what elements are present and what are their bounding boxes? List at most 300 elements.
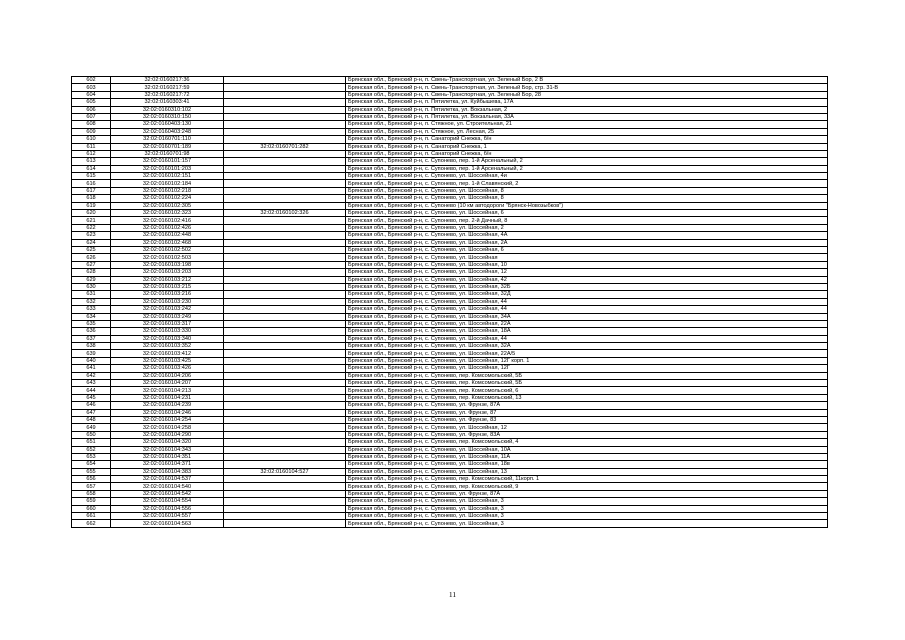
table-row — [72, 343, 828, 350]
address-cell: Брянская обл., Брянский р-н, с. Супонево, ул. Шоссейная, 13 — [346, 468, 828, 475]
related-number-cell — [224, 165, 346, 172]
row-number-cell: 662 — [72, 520, 111, 527]
table-row — [72, 490, 828, 497]
related-number-cell — [224, 202, 346, 209]
table-row — [72, 328, 828, 335]
cadastral-number-cell: 32:02:0160104:343 — [111, 446, 224, 453]
address-cell: Брянская обл., Брянский р-н, с. Супонево, ул. Шоссейная, 44 — [346, 335, 828, 342]
cadastral-number-cell: 32:02:0160217:36 — [111, 77, 224, 84]
row-number-cell: 636 — [72, 328, 111, 335]
table-row — [72, 180, 828, 187]
address-cell: Брянская обл., Брянский р-н, с. Супонево, ул. Шоссейная, 11А — [346, 453, 828, 460]
address-cell: Брянская обл., Брянский р-н, с. Супонево, ул. Шоссейная, 4А — [346, 232, 828, 239]
address-cell: Брянская обл., Брянский р-н, с. Супонево, пер. Комсомольский, 6 — [346, 387, 828, 394]
table-row — [72, 210, 828, 217]
cadastral-number-cell: 32:02:0160103:230 — [111, 298, 224, 305]
cadastral-number-cell: 32:02:0160217:72 — [111, 91, 224, 98]
table-row — [72, 453, 828, 460]
row-number-cell: 632 — [72, 298, 111, 305]
cadastral-number-cell: 32:02:0160303:41 — [111, 99, 224, 106]
table-row — [72, 298, 828, 305]
row-number-cell: 644 — [72, 387, 111, 394]
related-number-cell — [224, 483, 346, 490]
table-row — [72, 483, 828, 490]
row-number-cell: 608 — [72, 121, 111, 128]
related-number-cell — [224, 254, 346, 261]
address-cell: Брянская обл., Брянский р-н, с. Супонево, пер. 1-й Славянский, 2 — [346, 180, 828, 187]
row-number-cell: 661 — [72, 513, 111, 520]
address-cell: Брянская обл., Брянский р-н, с. Супонево, пер. Комсомольский, 9 — [346, 483, 828, 490]
related-number-cell — [224, 121, 346, 128]
cadastral-number-cell: 32:02:0160103:425 — [111, 357, 224, 364]
table-row — [72, 424, 828, 431]
row-number-cell: 649 — [72, 424, 111, 431]
row-number-cell: 604 — [72, 91, 111, 98]
related-number-cell — [224, 187, 346, 194]
row-number-cell: 656 — [72, 476, 111, 483]
table-row — [72, 291, 828, 298]
related-number-cell — [224, 269, 346, 276]
table-row — [72, 387, 828, 394]
address-cell: Брянская обл., Брянский р-н, п. Свень-Транспортная, ул. Зеленый Бор, 2 В — [346, 77, 828, 84]
cadastral-number-cell: 32:02:0160701:98 — [111, 150, 224, 157]
cadastral-number-cell: 32:02:0160103:412 — [111, 350, 224, 357]
cadastral-number-cell: 32:02:0160104:239 — [111, 402, 224, 409]
address-cell: Брянская обл., Брянский р-н, с. Супонево, пер. Комсомольский, 11корп. 1 — [346, 476, 828, 483]
related-number-cell — [224, 276, 346, 283]
row-number-cell: 618 — [72, 195, 111, 202]
related-number-cell — [224, 335, 346, 342]
address-cell: Брянская обл., Брянский р-н, с. Супонево, ул. Фрунзе, 87А — [346, 402, 828, 409]
table-row — [72, 476, 828, 483]
related-number-cell — [224, 261, 346, 268]
address-cell: Брянская обл., Брянский р-н, с. Супонево, ул. Шоссейная, 3 — [346, 498, 828, 505]
related-number-cell: 32:02:0160104:527 — [224, 468, 346, 475]
cadastral-number-cell: 32:02:0160104:290 — [111, 431, 224, 438]
table-row — [72, 128, 828, 135]
row-number-cell: 624 — [72, 239, 111, 246]
address-cell: Брянская обл., Брянский р-н, с. Супонево, пер. 2-й Дачный, 8 — [346, 217, 828, 224]
related-number-cell: 32:02:0160102:326 — [224, 210, 346, 217]
table-row — [72, 136, 828, 143]
table-row — [72, 165, 828, 172]
related-number-cell — [224, 380, 346, 387]
address-cell: Брянская обл., Брянский р-н, с. Супонево, ул. Шоссейная, 42 — [346, 276, 828, 283]
row-number-cell: 623 — [72, 232, 111, 239]
row-number-cell: 654 — [72, 461, 111, 468]
cadastral-number-cell: 32:02:0160403:130 — [111, 121, 224, 128]
related-number-cell — [224, 91, 346, 98]
row-number-cell: 639 — [72, 350, 111, 357]
cadastral-number-cell: 32:02:0160102:468 — [111, 239, 224, 246]
related-number-cell — [224, 136, 346, 143]
table-row — [72, 143, 828, 150]
table-row — [72, 77, 828, 84]
related-number-cell — [224, 291, 346, 298]
table-row — [72, 461, 828, 468]
related-number-cell — [224, 446, 346, 453]
address-cell: Брянская обл., Брянский р-н, п. Пятилетка, ул. Вокзальная, 33А — [346, 113, 828, 120]
address-cell: Брянская обл., Брянский р-н, с. Супонево, ул. Шоссейная, 12Г корп. 1 — [346, 357, 828, 364]
table-row — [72, 306, 828, 313]
cadastral-number-cell: 32:02:0160103:242 — [111, 306, 224, 313]
cadastral-number-cell: 32:02:0160310:102 — [111, 106, 224, 113]
cadastral-number-cell: 32:02:0160104:246 — [111, 409, 224, 416]
related-number-cell — [224, 461, 346, 468]
cadastral-number-cell: 32:02:0160104:383 — [111, 468, 224, 475]
row-number-cell: 629 — [72, 276, 111, 283]
cadastral-number-cell: 32:02:0160104:554 — [111, 498, 224, 505]
related-number-cell — [224, 416, 346, 423]
address-cell: Брянская обл., Брянский р-н, с. Супонево, ул. Шоссейная, 10 — [346, 261, 828, 268]
row-number-cell: 640 — [72, 357, 111, 364]
address-cell: Брянская обл., Брянский р-н, с. Супонево, ул. Фрунзе, 83А — [346, 431, 828, 438]
related-number-cell — [224, 239, 346, 246]
related-number-cell — [224, 320, 346, 327]
address-cell: Брянская обл., Брянский р-н, с. Супонево, ул. Фрунзе, 87 — [346, 409, 828, 416]
row-number-cell: 643 — [72, 380, 111, 387]
address-cell: Брянская обл., Брянский р-н, п. Стяжное, ул. Лесная, 25 — [346, 128, 828, 135]
table-row — [72, 91, 828, 98]
table-row — [72, 446, 828, 453]
address-cell: Брянская обл., Брянский р-н, с. Супонево, ул. Шоссейная — [346, 254, 828, 261]
cadastral-number-cell: 32:02:0160102:416 — [111, 217, 224, 224]
address-cell: Брянская обл., Брянский р-н, с. Супонево, пер. Комсомольский, 5Б — [346, 372, 828, 379]
cadastral-number-cell: 32:02:0160102:224 — [111, 195, 224, 202]
address-cell: Брянская обл., Брянский р-н, с. Супонево, ул. Шоссейная, 12 — [346, 269, 828, 276]
row-number-cell: 622 — [72, 224, 111, 231]
address-cell: Брянская обл., Брянский р-н, с. Супонево, ул. Шоссейная, 2А — [346, 239, 828, 246]
cadastral-number-cell: 32:02:0160102:218 — [111, 187, 224, 194]
related-number-cell — [224, 365, 346, 372]
related-number-cell — [224, 84, 346, 91]
related-number-cell — [224, 505, 346, 512]
table-row — [72, 254, 828, 261]
cadastral-number-cell: 32:02:0160103:352 — [111, 343, 224, 350]
row-number-cell: 614 — [72, 165, 111, 172]
related-number-cell — [224, 298, 346, 305]
table-row — [72, 261, 828, 268]
row-number-cell: 648 — [72, 416, 111, 423]
row-number-cell: 653 — [72, 453, 111, 460]
table-row — [72, 99, 828, 106]
address-cell: Брянская обл., Брянский р-н, п. Свень-Транспортная, ул. Зеленый Бор, стр. 31-В — [346, 84, 828, 91]
related-number-cell — [224, 431, 346, 438]
related-number-cell — [224, 158, 346, 165]
cadastral-number-cell: 32:02:0160102:323 — [111, 210, 224, 217]
related-number-cell — [224, 313, 346, 320]
cadastral-number-cell: 32:02:0160104:258 — [111, 424, 224, 431]
address-cell: Брянская обл., Брянский р-н, с. Супонево, ул. Шоссейная, 3 — [346, 520, 828, 527]
related-number-cell — [224, 77, 346, 84]
cadastral-number-cell: 32:02:0160701:189 — [111, 143, 224, 150]
table-row — [72, 313, 828, 320]
cadastral-number-cell: 32:02:0160103:340 — [111, 335, 224, 342]
row-number-cell: 626 — [72, 254, 111, 261]
table-row — [72, 520, 828, 527]
row-number-cell: 660 — [72, 505, 111, 512]
cadastral-number-cell: 32:02:0160217:59 — [111, 84, 224, 91]
related-number-cell — [224, 490, 346, 497]
table-row — [72, 416, 828, 423]
row-number-cell: 619 — [72, 202, 111, 209]
row-number-cell: 620 — [72, 210, 111, 217]
address-cell: Брянская обл., Брянский р-н, с. Супонево, ул. Шоссейная, 44 — [346, 306, 828, 313]
address-cell: Брянская обл., Брянский р-н, п. Стяжное, ул. Строительная, 21 — [346, 121, 828, 128]
cadastral-number-cell: 32:02:0160103:203 — [111, 269, 224, 276]
table-row — [72, 350, 828, 357]
address-cell: Брянская обл., Брянский р-н, с. Супонево, ул. Шоссейная, 10А — [346, 446, 828, 453]
address-cell: Брянская обл., Брянский р-н, п. Свень-Транспортная, ул. Зеленый Бор, 28 — [346, 91, 828, 98]
table-row — [72, 239, 828, 246]
row-number-cell: 616 — [72, 180, 111, 187]
cadastral-number-cell: 32:02:0160102:184 — [111, 180, 224, 187]
row-number-cell: 651 — [72, 439, 111, 446]
related-number-cell — [224, 195, 346, 202]
table-row — [72, 246, 828, 253]
related-number-cell — [224, 350, 346, 357]
cadastral-number-cell: 32:02:0160104:540 — [111, 483, 224, 490]
row-number-cell: 637 — [72, 335, 111, 342]
cadastral-number-cell: 32:02:0160103:317 — [111, 320, 224, 327]
row-number-cell: 652 — [72, 446, 111, 453]
table-row — [72, 158, 828, 165]
cadastral-number-cell: 32:02:0160101:203 — [111, 165, 224, 172]
table-row — [72, 173, 828, 180]
related-number-cell — [224, 283, 346, 290]
cadastral-number-cell: 32:02:0160102:502 — [111, 246, 224, 253]
address-cell: Брянская обл., Брянский р-н, п. Санаторий Снежка, б/н — [346, 150, 828, 157]
table-row — [72, 150, 828, 157]
address-cell: Брянская обл., Брянский р-н, с. Супонево, ул. Шоссейная, 2 — [346, 224, 828, 231]
cadastral-number-cell: 32:02:0160310:150 — [111, 113, 224, 120]
related-number-cell — [224, 106, 346, 113]
related-number-cell — [224, 387, 346, 394]
address-cell: Брянская обл., Брянский р-н, с. Супонево, пер. 1-й Арсенальный, 2 — [346, 158, 828, 165]
cadastral-number-cell: 32:02:0160103:215 — [111, 283, 224, 290]
address-cell: Брянская обл., Брянский р-н, с. Супонево, ул. Шоссейная, 8 — [346, 187, 828, 194]
cadastral-number-cell: 32:02:0160102:151 — [111, 173, 224, 180]
related-number-cell — [224, 128, 346, 135]
cadastral-number-cell: 32:02:0160102:448 — [111, 232, 224, 239]
cadastral-number-cell: 32:02:0160104:231 — [111, 394, 224, 401]
cadastral-table — [71, 76, 828, 528]
row-number-cell: 617 — [72, 187, 111, 194]
related-number-cell — [224, 498, 346, 505]
cadastral-number-cell: 32:02:0160103:330 — [111, 328, 224, 335]
table-row — [72, 365, 828, 372]
table-row — [72, 380, 828, 387]
related-number-cell — [224, 343, 346, 350]
row-number-cell: 635 — [72, 320, 111, 327]
address-cell: Брянская обл., Брянский р-н, с. Супонево, ул. Шоссейная, 18А — [346, 328, 828, 335]
cadastral-number-cell: 32:02:0160103:249 — [111, 313, 224, 320]
cadastral-number-cell: 32:02:0160104:537 — [111, 476, 224, 483]
cadastral-number-cell: 32:02:0160104:206 — [111, 372, 224, 379]
table-row — [72, 513, 828, 520]
address-cell: Брянская обл., Брянский р-н, с. Супонево, ул. Шоссейная, 3 — [346, 505, 828, 512]
row-number-cell: 615 — [72, 173, 111, 180]
table-row — [72, 84, 828, 91]
address-cell: Брянская обл., Брянский р-н, с. Супонево, ул. Шоссейная, 44 — [346, 298, 828, 305]
cadastral-table-body — [72, 77, 828, 528]
cadastral-number-cell: 32:02:0160104:557 — [111, 513, 224, 520]
cadastral-number-cell: 32:02:0160104:371 — [111, 461, 224, 468]
cadastral-number-cell: 32:02:0160102:305 — [111, 202, 224, 209]
related-number-cell — [224, 99, 346, 106]
cadastral-number-cell: 32:02:0160701:110 — [111, 136, 224, 143]
address-cell: Брянская обл., Брянский р-н, с. Супонево, пер. Комсомольский, 13 — [346, 394, 828, 401]
row-number-cell: 625 — [72, 246, 111, 253]
row-number-cell: 633 — [72, 306, 111, 313]
row-number-cell: 634 — [72, 313, 111, 320]
related-number-cell: 32:02:0160701:282 — [224, 143, 346, 150]
address-cell: Брянская обл., Брянский р-н, с. Супонево, ул. Фрунзе, 87А — [346, 490, 828, 497]
row-number-cell: 606 — [72, 106, 111, 113]
row-number-cell: 609 — [72, 128, 111, 135]
address-cell: Брянская обл., Брянский р-н, п. Пятилетка, ул. Вокзальная, 2 — [346, 106, 828, 113]
table-row — [72, 439, 828, 446]
related-number-cell — [224, 328, 346, 335]
table-row — [72, 217, 828, 224]
row-number-cell: 658 — [72, 490, 111, 497]
table-row — [72, 121, 828, 128]
cadastral-number-cell: 32:02:0160101:157 — [111, 158, 224, 165]
table-row — [72, 372, 828, 379]
row-number-cell: 611 — [72, 143, 111, 150]
address-cell: Брянская обл., Брянский р-н, с. Супонево, ул. Шоссейная, 12Г — [346, 365, 828, 372]
row-number-cell: 621 — [72, 217, 111, 224]
table-row — [72, 402, 828, 409]
cadastral-number-cell: 32:02:0160104:320 — [111, 439, 224, 446]
related-number-cell — [224, 173, 346, 180]
table-row — [72, 276, 828, 283]
address-cell: Брянская обл., Брянский р-н, с. Супонево, ул. Шоссейная, 8 — [346, 195, 828, 202]
row-number-cell: 657 — [72, 483, 111, 490]
address-cell: Брянская обл., Брянский р-н, с. Супонево, ул. Шоссейная, 32А — [346, 343, 828, 350]
cadastral-number-cell: 32:02:0160103:212 — [111, 276, 224, 283]
address-cell: Брянская обл., Брянский р-н, с. Супонево, ул. Шоссейная, 22А/5 — [346, 350, 828, 357]
row-number-cell: 642 — [72, 372, 111, 379]
cadastral-number-cell: 32:02:0160102:426 — [111, 224, 224, 231]
table-row — [72, 431, 828, 438]
row-number-cell: 627 — [72, 261, 111, 268]
table-row — [72, 232, 828, 239]
row-number-cell: 613 — [72, 158, 111, 165]
row-number-cell: 612 — [72, 150, 111, 157]
row-number-cell: 630 — [72, 283, 111, 290]
address-cell: Брянская обл., Брянский р-н, п. Санаторий Снежка, 1 — [346, 143, 828, 150]
row-number-cell: 631 — [72, 291, 111, 298]
address-cell: Брянская обл., Брянский р-н, с. Супонево, ул. Шоссейная, 22А — [346, 320, 828, 327]
row-number-cell: 659 — [72, 498, 111, 505]
related-number-cell — [224, 246, 346, 253]
related-number-cell — [224, 513, 346, 520]
table-row — [72, 468, 828, 475]
related-number-cell — [224, 180, 346, 187]
row-number-cell: 638 — [72, 343, 111, 350]
related-number-cell — [224, 476, 346, 483]
cadastral-number-cell: 32:02:0160103:198 — [111, 261, 224, 268]
row-number-cell: 607 — [72, 113, 111, 120]
cadastral-number-cell: 32:02:0160104:563 — [111, 520, 224, 527]
related-number-cell — [224, 453, 346, 460]
related-number-cell — [224, 150, 346, 157]
table-row — [72, 202, 828, 209]
table-row — [72, 269, 828, 276]
related-number-cell — [224, 409, 346, 416]
table-row — [72, 320, 828, 327]
cadastral-number-cell: 32:02:0160104:351 — [111, 453, 224, 460]
related-number-cell — [224, 217, 346, 224]
table-row — [72, 335, 828, 342]
related-number-cell — [224, 306, 346, 313]
related-number-cell — [224, 402, 346, 409]
related-number-cell — [224, 424, 346, 431]
address-cell: Брянская обл., Брянский р-н, п. Санаторий Снежка, б/н — [346, 136, 828, 143]
cadastral-number-cell: 32:02:0160102:503 — [111, 254, 224, 261]
address-cell: Брянская обл., Брянский р-н, с. Супонево, пер. 1-й Арсенальный, 2 — [346, 165, 828, 172]
cadastral-number-cell: 32:02:0160104:207 — [111, 380, 224, 387]
related-number-cell — [224, 232, 346, 239]
related-number-cell — [224, 439, 346, 446]
address-cell: Брянская обл., Брянский р-н, с. Супонево, ул. Шоссейная, 18в — [346, 461, 828, 468]
table-row — [72, 113, 828, 120]
row-number-cell: 610 — [72, 136, 111, 143]
row-number-cell: 605 — [72, 99, 111, 106]
address-cell: Брянская обл., Брянский р-н, с. Супонево, ул. Шоссейная, 6 — [346, 246, 828, 253]
address-cell: Брянская обл., Брянский р-н, с. Супонево, ул. Шоссейная, 4и — [346, 173, 828, 180]
row-number-cell: 647 — [72, 409, 111, 416]
address-cell: Брянская обл., Брянский р-н, с. Супонево, ул. Шоссейная, 6 — [346, 210, 828, 217]
related-number-cell — [224, 394, 346, 401]
row-number-cell: 602 — [72, 77, 111, 84]
related-number-cell — [224, 224, 346, 231]
row-number-cell: 646 — [72, 402, 111, 409]
related-number-cell — [224, 520, 346, 527]
address-cell: Брянская обл., Брянский р-н, с. Супонево (10 км автодороги "Брянск-Новозыбков") — [346, 202, 828, 209]
row-number-cell: 603 — [72, 84, 111, 91]
cadastral-number-cell: 32:02:0160103:426 — [111, 365, 224, 372]
table-row — [72, 224, 828, 231]
row-number-cell: 650 — [72, 431, 111, 438]
address-cell: Брянская обл., Брянский р-н, с. Супонево, пер. Комсомольский, 4 — [346, 439, 828, 446]
table-row — [72, 498, 828, 505]
cadastral-number-cell: 32:02:0160104:556 — [111, 505, 224, 512]
row-number-cell: 628 — [72, 269, 111, 276]
table-row — [72, 195, 828, 202]
row-number-cell: 645 — [72, 394, 111, 401]
page-number: 11 — [448, 590, 457, 599]
cadastral-number-cell: 32:02:0160104:542 — [111, 490, 224, 497]
row-number-cell: 641 — [72, 365, 111, 372]
cadastral-number-cell: 32:02:0160103:216 — [111, 291, 224, 298]
related-number-cell — [224, 372, 346, 379]
table-row — [72, 187, 828, 194]
table-row — [72, 394, 828, 401]
table-row — [72, 283, 828, 290]
related-number-cell — [224, 357, 346, 364]
cadastral-number-cell: 32:02:0160104:254 — [111, 416, 224, 423]
table-row — [72, 106, 828, 113]
table-row — [72, 505, 828, 512]
address-cell: Брянская обл., Брянский р-н, с. Супонево, ул. Шоссейная, 32Б — [346, 283, 828, 290]
address-cell: Брянская обл., Брянский р-н, с. Супонево, ул. Шоссейная, 3 — [346, 513, 828, 520]
related-number-cell — [224, 113, 346, 120]
address-cell: Брянская обл., Брянский р-н, с. Супонево, ул. Фрунзе, 83 — [346, 416, 828, 423]
address-cell: Брянская обл., Брянский р-н, п. Пятилетка, ул. Куйбышева, 17А — [346, 99, 828, 106]
cadastral-number-cell: 32:02:0160403:248 — [111, 128, 224, 135]
